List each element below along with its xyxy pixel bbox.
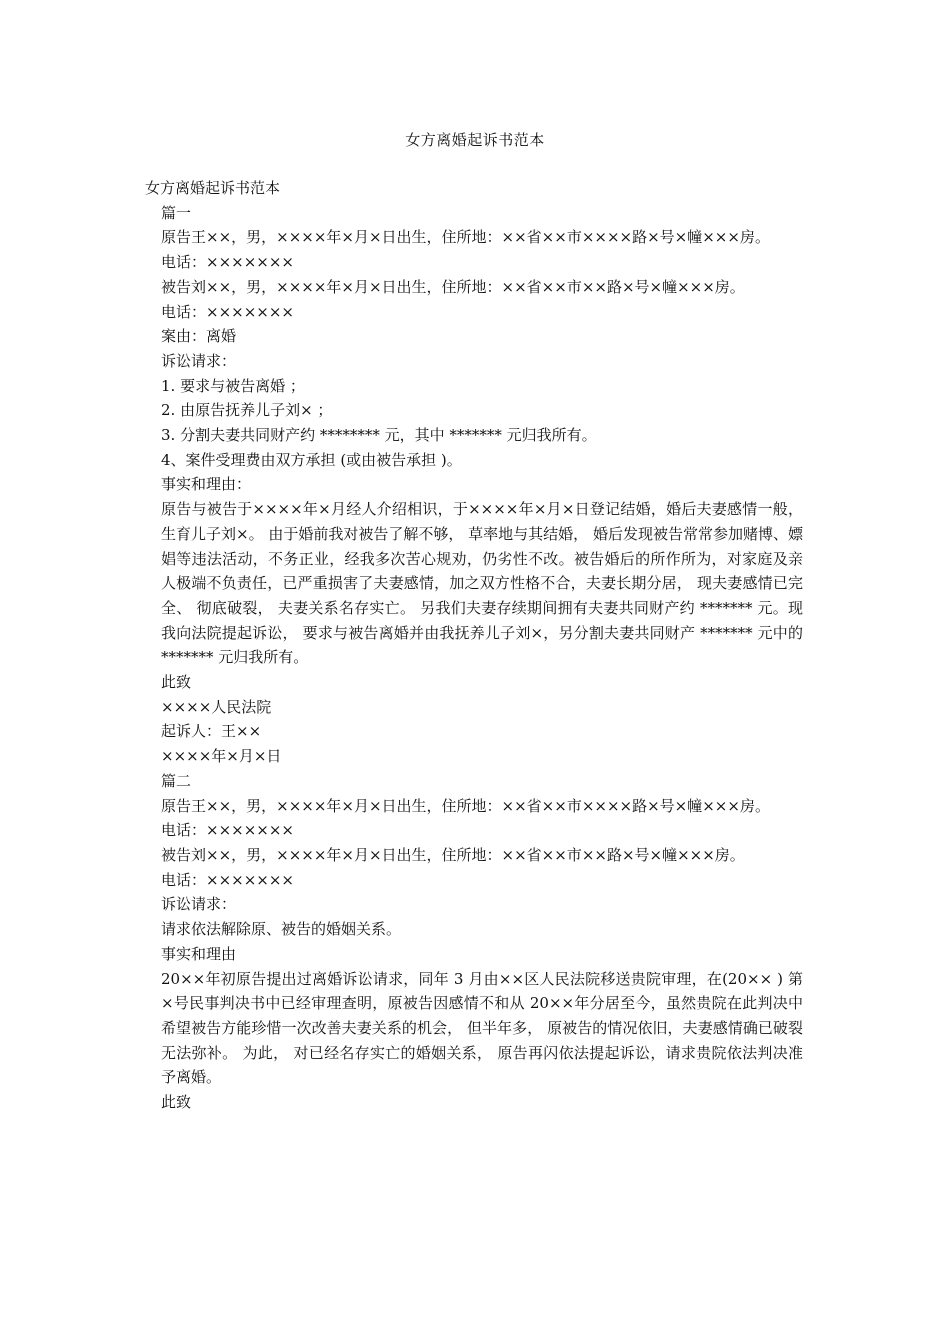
facts-paragraph: 20××年初原告提出过离婚诉讼请求，同年 3 月由××区人民法院移送贵院审理，在(20×× ) 第×号民事判决书中已经审理查明，原被告因感情不和从 20××年分居至今，虽然贵院在此判决中希望被告方能珍惜一次改善夫妻关系的机会， 但半年多， 原被告的情况依旧，夫妻感情确已破裂无法弥补。 为此， 对已经名存实亡的婚姻关系， 原告再闪依法提起诉讼，请求贵院依法判决准予离婚。 xyxy=(161,969,803,1087)
claim-item: 4、案件受理费由双方承担 (或由被告承担 )。 xyxy=(161,450,462,469)
signature-date: ××××年×月×日 xyxy=(161,747,282,766)
case-cause: 案由：离婚 xyxy=(161,327,237,346)
claims-heading: 诉讼请求： xyxy=(161,895,237,914)
defendant-info: 被告刘××，男，××××年×月×日出生，住所地：××省××市××路×号×幢×××房。 xyxy=(161,845,745,864)
plaintiff-signature: 起诉人：王×× xyxy=(161,722,262,741)
document-heading: 女方离婚起诉书范本 xyxy=(145,179,281,197)
facts-paragraph: 原告与被告于××××年×月经人介绍相识，于××××年×月×日登记结婚，婚后夫妻感情一般， 生育儿子刘×。 由于婚前我对被告了解不够， 草率地与其结婚， 婚后发现被告常常参加赌博、嫖娼等违法活动，不务正业，经我多次苦心规劝，仍劣性不改。被告婚后的所作所为，对家庭及亲人极端不负责任，已严重损害了夫妻感情，加之双方性格不合，夫妻长期分居， 现夫妻感情已完全、 彻底破裂， 夫妻关系名存实亡。 另我们夫妻存续期间拥有夫妻共同财产约 ******* 元。现我向法院提起诉讼， 要求与被告离婚并由我抚养儿子刘×，另分割夫妻共同财产 ******* 元中的 ******* 元归我所有。 xyxy=(161,500,808,667)
plaintiff-phone: 电话：××××××× xyxy=(161,253,294,272)
document-title: 女方离婚起诉书范本 xyxy=(405,131,545,149)
section-label-part1: 篇一 xyxy=(161,203,192,222)
claim-item: 2. 由原告抚养儿子刘× ； xyxy=(161,401,333,420)
defendant-phone: 电话：××××××× xyxy=(161,302,294,321)
plaintiff-info: 原告王××，男，××××年×月×日出生，住所地：××省××市××××路×号×幢×××房。 xyxy=(161,228,770,247)
claim-item: 3. 分割夫妻共同财产约 ******** 元，其中 ******* 元归我所有。 xyxy=(161,426,597,445)
defendant-phone: 电话：××××××× xyxy=(161,870,294,889)
court-name: ××××人民法院 xyxy=(161,697,272,716)
section-label-part2: 篇二 xyxy=(161,771,192,790)
plaintiff-phone: 电话：××××××× xyxy=(161,821,294,840)
facts-heading: 事实和理由： xyxy=(161,475,252,494)
claims-heading: 诉讼请求： xyxy=(161,351,237,370)
claim-item: 1. 要求与被告离婚 ； xyxy=(161,376,305,395)
plaintiff-info: 原告王××，男，××××年×月×日出生，住所地：××省××市××××路×号×幢×××房。 xyxy=(161,796,770,815)
closing-salutation: 此致 xyxy=(161,673,192,692)
claim-item: 请求依法解除原、被告的婚姻关系。 xyxy=(161,920,402,939)
closing-salutation: 此致 xyxy=(161,1093,192,1112)
defendant-info: 被告刘××，男，××××年×月×日出生，住所地：××省××市××路×号×幢×××房。 xyxy=(161,277,745,296)
document-body xyxy=(145,176,808,1115)
facts-heading: 事实和理由 xyxy=(161,944,237,963)
